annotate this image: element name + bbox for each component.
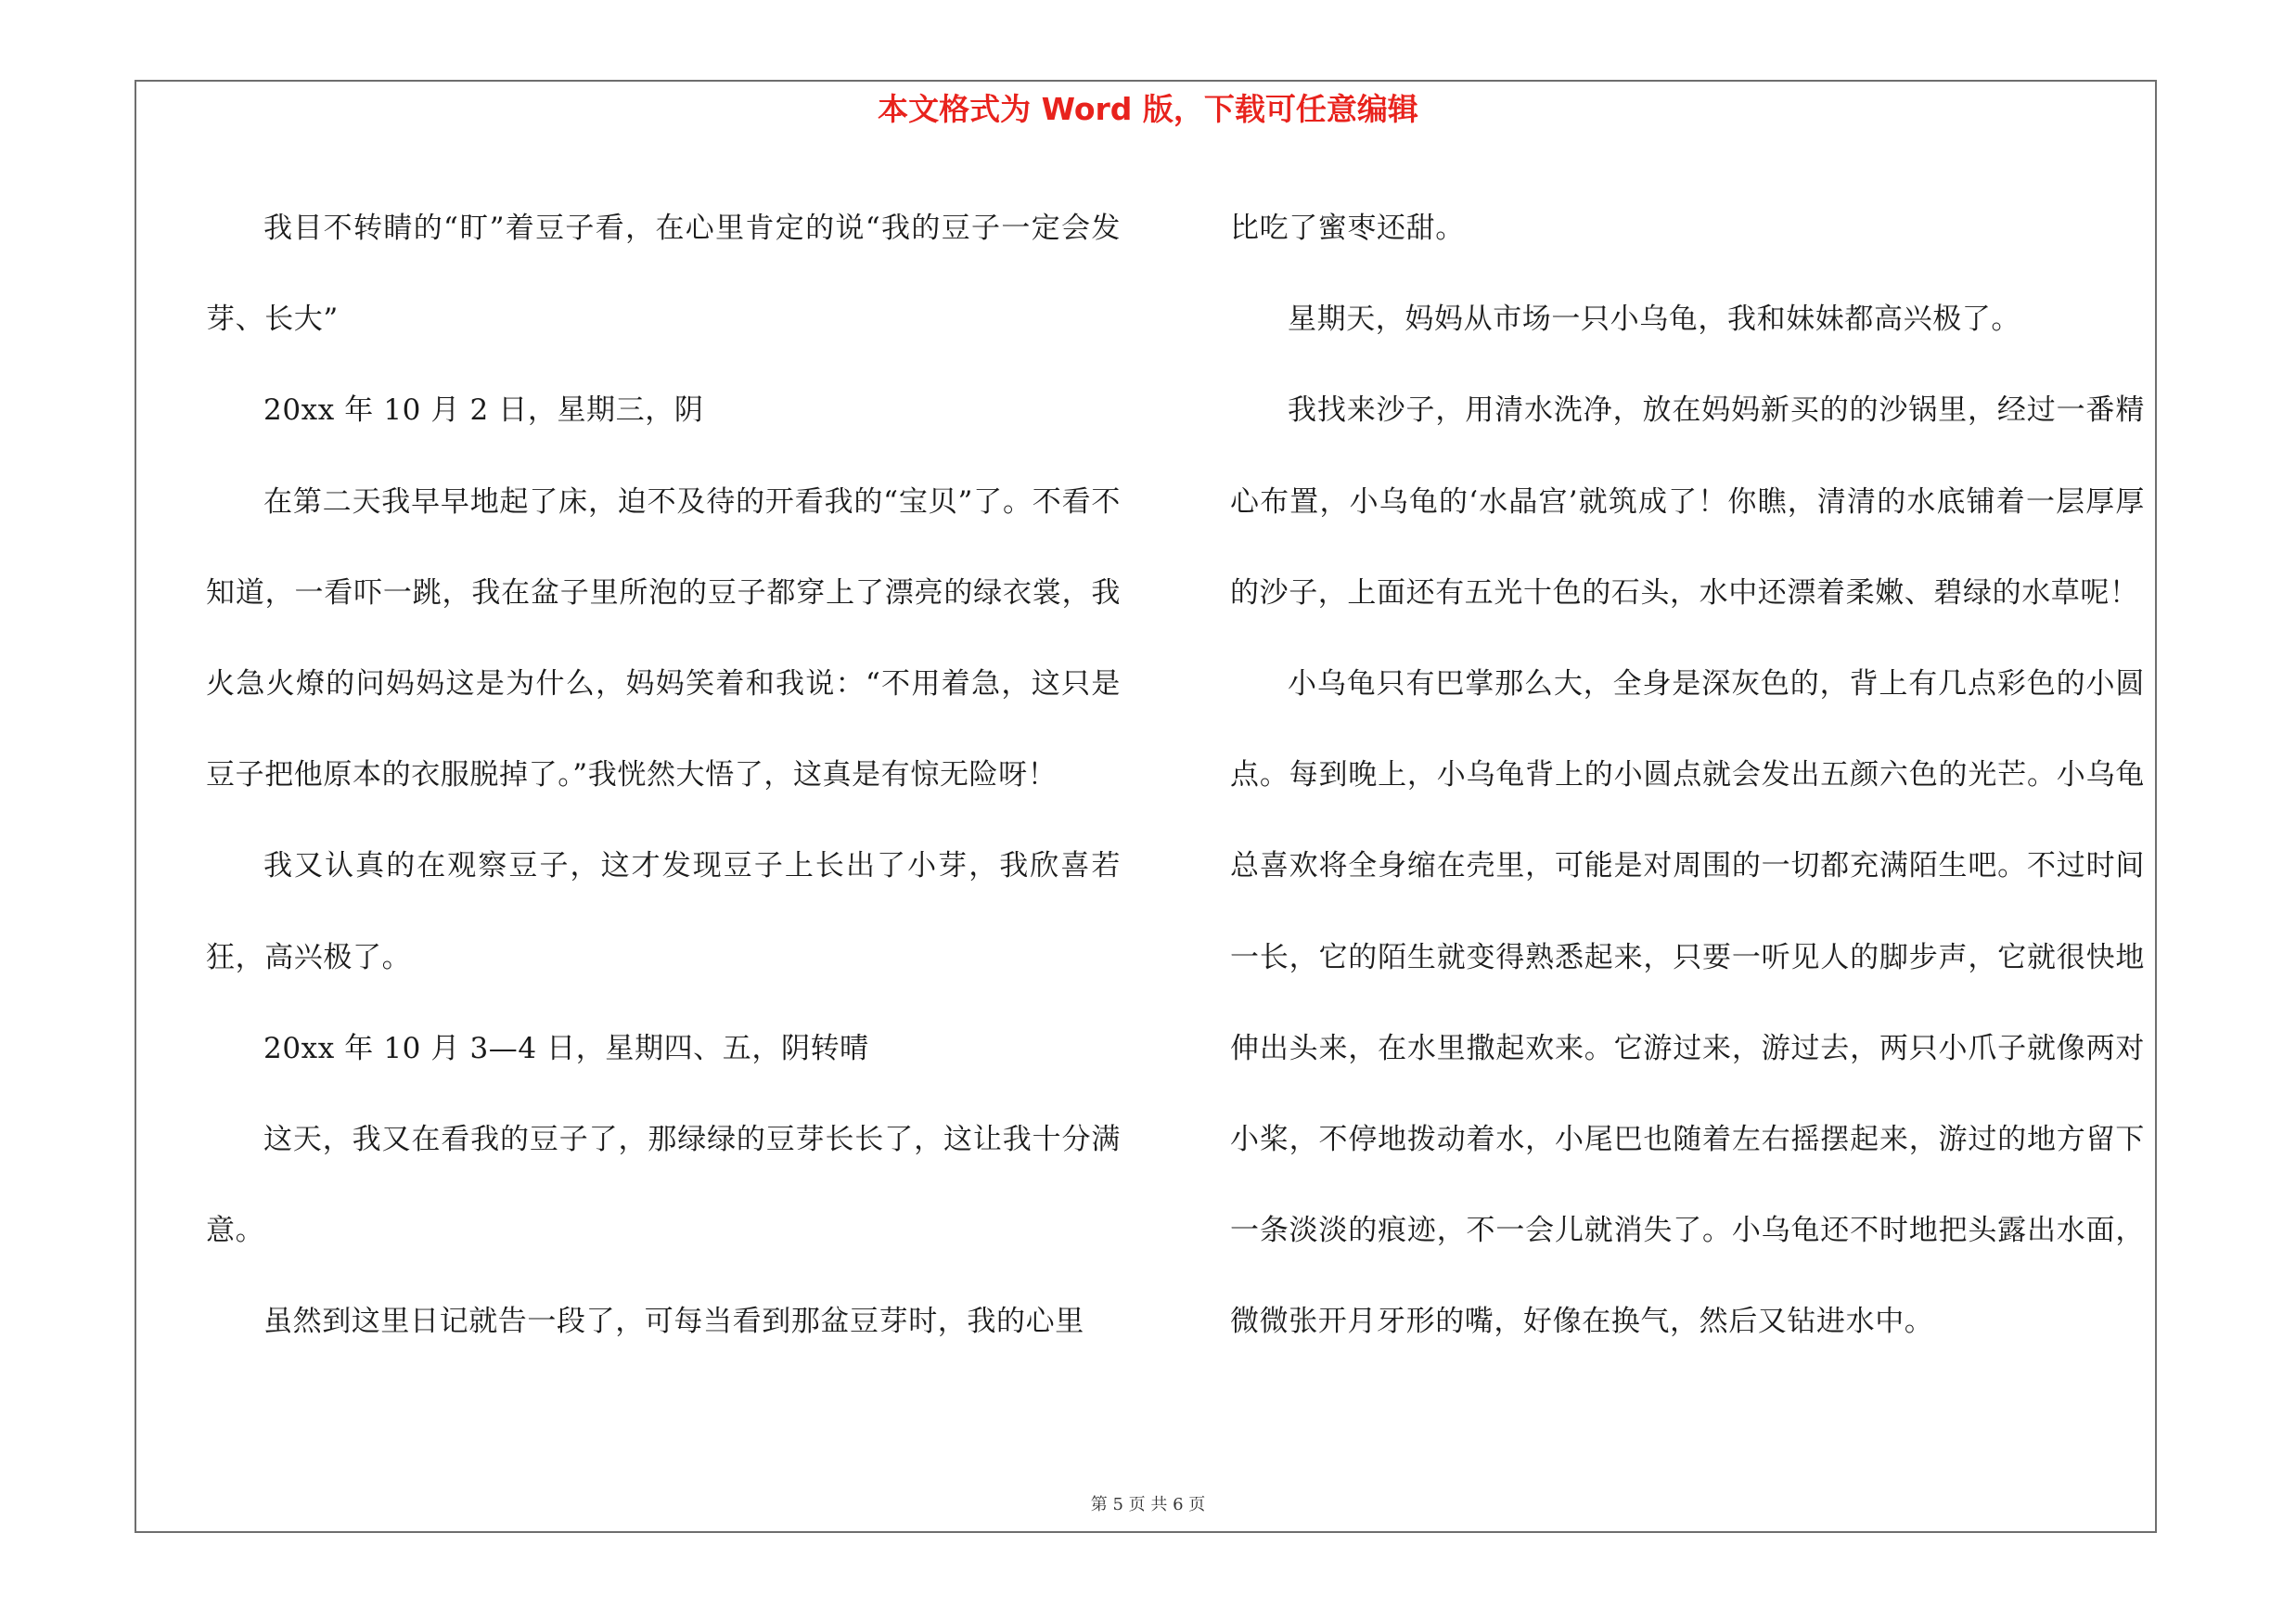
paragraph: 这天，我又在看我的豆子了，那绿绿的豆芽长长了，这让我十分满意。 [206, 1123, 1121, 1248]
paragraph: 我目不转睛的“盯”着豆子看，在心里肯定的说“我的豆子一定会发芽、长大” [206, 212, 1121, 337]
paragraph: 虽然到这里日记就告一段了，可每当看到那盆豆芽时，我的心里 [263, 1305, 1084, 1339]
paragraph: 我又认真的在观察豆子，这才发现豆子上长出了小芽，我欣喜若狂，高兴极了。 [206, 849, 1121, 974]
paragraph: 在第二天我早早地起了床，迫不及待的开看我的“宝贝”了。不看不知道，一看吓一跳，我在盆子里所泡的豆子都穿上了漂亮的绿衣裳，我火急火燎的问妈妈这是为什么，妈妈笑着和我说：“不用着急，这只是豆子把他原本的衣服脱掉了。”我恍然大悟了，这真是有惊无险呀！ [206, 484, 1121, 792]
paragraph: 我找来沙子，用清水洗净，放在妈妈新买的的沙锅里，经过一番精心布置，小乌龟的‘水晶宫’就筑成了！你瞧，清清的水底铺着一层厚厚的沙子，上面还有五光十色的石头，水中还漂着柔嫩、碧绿的水草呢！ [1230, 393, 2145, 610]
page-number-footer: 第 5 页 共 6 页 [1090, 1495, 1206, 1514]
paragraph-continuation: 比吃了蜜枣还甜。 [1230, 212, 1465, 245]
diary-date-heading: 20xx 年 10 月 2 日，星期三，阴 [263, 393, 704, 428]
left-column [206, 183, 1121, 1368]
right-column [1230, 183, 2145, 1368]
word-format-banner: 本文格式为 Word 版，下载可任意编辑 [878, 91, 1418, 127]
diary-date-heading: 20xx 年 10 月 3—4 日，星期四、五，阴转晴 [263, 1031, 869, 1065]
paragraph: 小乌龟只有巴掌那么大，全身是深灰色的，背上有几点彩色的小圆点。每到晚上，小乌龟背上的小圆点就会发出五颜六色的光芒。小乌龟总喜欢将全身缩在壳里，可能是对周围的一切都充满陌生吧。不过时间一长，它的陌生就变得熟悉起来，只要一听见人的脚步声，它就很快地伸出头来，在水里撒起欢来。它游过来，游过去，两只小爪子就像两对小桨，不停地拨动着水，小尾巴也随着左右摇摆起来，游过的地方留下一条淡淡的痕迹，不一会儿就消失了。小乌龟还不时地把头露出水面，微微张开月牙形的嘴，好像在换气，然后又钻进水中。 [1230, 667, 2145, 1339]
paragraph: 星期天，妈妈从市场一只小乌龟，我和妹妹都高兴极了。 [1288, 303, 2020, 337]
